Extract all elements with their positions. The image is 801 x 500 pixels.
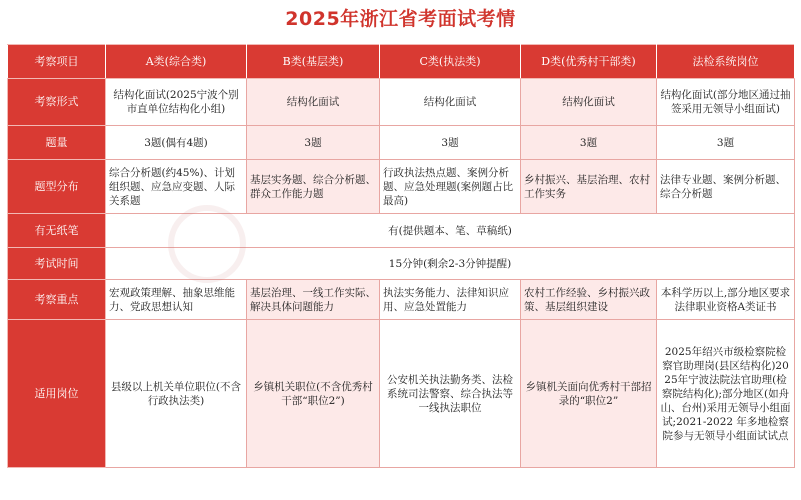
- table-cell: 基层治理、一线工作实际、解决具体问题能力: [247, 280, 380, 320]
- table-cell-merged: 15分钟(剩余2-3分钟提醒): [106, 248, 795, 280]
- table-header-row: [8, 45, 795, 79]
- row-label: 适用岗位: [8, 320, 106, 468]
- header-legal: 法检系统岗位: [657, 45, 795, 79]
- table-cell: 3题: [247, 126, 380, 160]
- row-label: 考察重点: [8, 280, 106, 320]
- row-label: 考察形式: [8, 79, 106, 126]
- table-row-posts: [8, 320, 795, 468]
- row-label: 题型分布: [8, 160, 106, 214]
- table-cell: 县级以上机关单位职位(不含行政执法类): [106, 320, 247, 468]
- table-cell: 3题(偶有4题): [106, 126, 247, 160]
- table-cell: 基层实务题、综合分析题、群众工作能力题: [247, 160, 380, 214]
- row-label: 题量: [8, 126, 106, 160]
- table-cell: 结构化面试: [247, 79, 380, 126]
- table-cell: 2025年绍兴市级检察院检察官助理岗(县区结构化)2025年宁波法院法官助理(检察院结构化);部分地区(如舟山、台州)采用无领导小组面试;2021-2022 年多地检察院参与无领导小组面试试点: [657, 320, 795, 468]
- table-cell: 公安机关执法勤务类、法检系统司法警察、综合执法等一线执法职位: [380, 320, 521, 468]
- row-label: 有无纸笔: [8, 214, 106, 248]
- table-cell: 3题: [380, 126, 521, 160]
- table-cell: 法律专业题、案例分析题、综合分析题: [657, 160, 795, 214]
- header-item: 考察项目: [8, 45, 106, 79]
- page-title: 2025年浙江省考面试考情: [285, 8, 516, 30]
- table-cell: 结构化面试: [380, 79, 521, 126]
- table-row-focus: [8, 280, 795, 320]
- table-cell: 结构化面试: [521, 79, 657, 126]
- table-cell-merged: 有(提供题本、笔、草稿纸): [106, 214, 795, 248]
- table-cell: 结构化面试(部分地区通过抽签采用无领导小组面试): [657, 79, 795, 126]
- table-row-time: [8, 248, 795, 280]
- table-cell: 本科学历以上,部分地区要求法律职业资格A类证书: [657, 280, 795, 320]
- table-cell: 结构化面试(2025宁波个别市直单位结构化小组): [106, 79, 247, 126]
- table-row-types: [8, 160, 795, 214]
- header-class-d: D类(优秀村干部类): [521, 45, 657, 79]
- table-cell: 行政执法热点题、案例分析题、应急处理题(案例题占比最高): [380, 160, 521, 214]
- table-row-paper: [8, 214, 795, 248]
- header-class-a: A类(综合类): [106, 45, 247, 79]
- table-cell: 乡村振兴、基层治理、农村工作实务: [521, 160, 657, 214]
- table-cell: 宏观政策理解、抽象思维能力、党政思想认知: [106, 280, 247, 320]
- table-cell: 乡镇机关职位(不含优秀村干部“职位2”): [247, 320, 380, 468]
- table-cell: 农村工作经验、乡村振兴政策、基层组织建设: [521, 280, 657, 320]
- header-class-c: C类(执法类): [380, 45, 521, 79]
- header-class-b: B类(基层类): [247, 45, 380, 79]
- table-cell: 3题: [657, 126, 795, 160]
- table-row-count: [8, 126, 795, 160]
- table-row-form: [8, 79, 795, 126]
- table-cell: 乡镇机关面向优秀村干部招录的“职位2”: [521, 320, 657, 468]
- table-cell: 执法实务能力、法律知识应用、应急处置能力: [380, 280, 521, 320]
- table-cell: 综合分析题(约45%)、计划组织题、应急应变题、人际关系题: [106, 160, 247, 214]
- table-cell: 3题: [521, 126, 657, 160]
- exam-table: [7, 44, 795, 468]
- row-label: 考试时间: [8, 248, 106, 280]
